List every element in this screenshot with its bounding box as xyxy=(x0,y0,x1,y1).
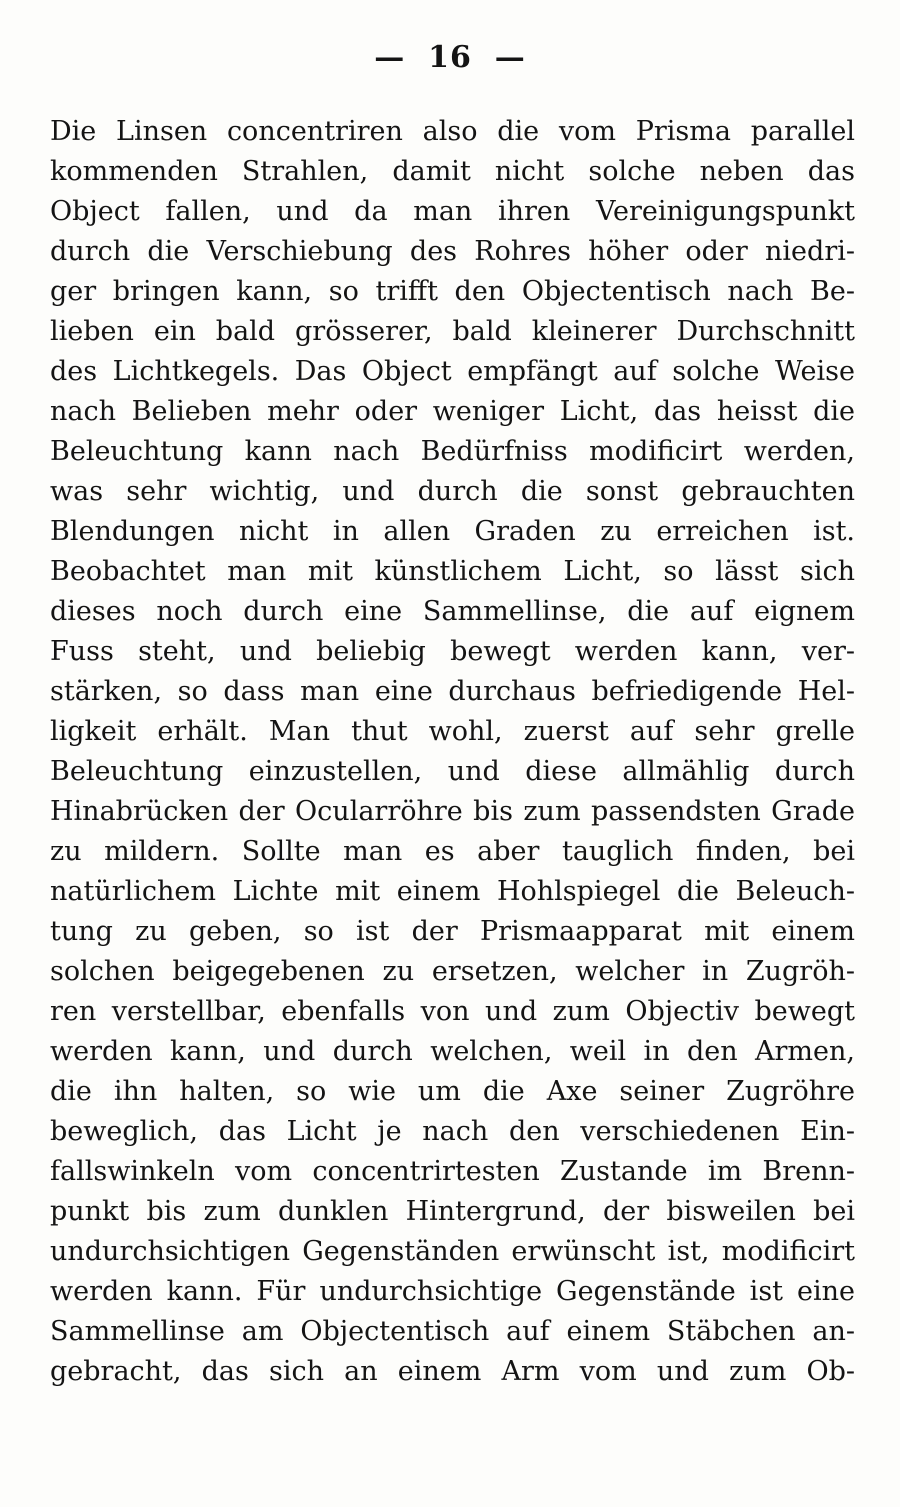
text-line: stärken, so dass man eine durchaus befriedigende Hel- xyxy=(50,676,855,707)
text-line: tung zu geben, so ist der Prismaapparat mit einem xyxy=(50,916,855,947)
text-line: Beleuchtung einzustellen, und diese allmählig durch xyxy=(50,756,855,787)
text-line: undurchsichtigen Gegenständen erwünscht ist, modificirt xyxy=(50,1236,855,1267)
text-line: Beleuchtung kann nach Bedürfniss modificirt werden, xyxy=(50,436,855,467)
text-line: Blendungen nicht in allen Graden zu erreichen ist. xyxy=(50,516,855,547)
text-line: gebracht, das sich an einem Arm vom und zum Ob- xyxy=(50,1356,855,1387)
text-line: ligkeit erhält. Man thut wohl, zuerst auf sehr grelle xyxy=(50,716,855,747)
text-line: ren verstellbar, ebenfalls von und zum Objectiv bewegt xyxy=(50,996,855,1027)
text-line: lieben ein bald grösserer, bald kleinerer Durchschnitt xyxy=(50,316,855,347)
text-line: was sehr wichtig, und durch die sonst gebrauchten xyxy=(50,476,855,507)
text-line: beweglich, das Licht je nach den verschiedenen Ein- xyxy=(50,1116,855,1147)
text-line: Object fallen, und da man ihren Vereinigungspunkt xyxy=(50,196,855,227)
text-line: fallswinkeln vom concentrirtesten Zustande im Brenn- xyxy=(50,1156,855,1187)
text-line: werden kann. Für undurchsichtige Gegenstände ist eine xyxy=(50,1276,855,1307)
body-text xyxy=(50,112,855,1392)
text-line: natürlichem Lichte mit einem Hohlspiegel die Beleuch- xyxy=(50,876,855,907)
text-line: durch die Verschiebung des Rohres höher oder niedri- xyxy=(50,236,855,267)
text-line: ger bringen kann, so trifft den Objectentisch nach Be- xyxy=(50,276,855,307)
page-number-header: — 16 — xyxy=(374,40,526,75)
text-line: kommenden Strahlen, damit nicht solche neben das xyxy=(50,156,855,187)
text-line: punkt bis zum dunklen Hintergrund, der bisweilen bei xyxy=(50,1196,855,1227)
text-line: werden kann, und durch welchen, weil in den Armen, xyxy=(50,1036,855,1067)
text-line: Hinabrücken der Ocularröhre bis zum passendsten Grade xyxy=(50,796,855,827)
text-line: zu mildern. Sollte man es aber tauglich finden, bei xyxy=(50,836,855,867)
text-line: Die Linsen concentriren also die vom Prisma parallel xyxy=(50,116,855,147)
text-line: die ihn halten, so wie um die Axe seiner Zugröhre xyxy=(50,1076,855,1107)
text-line: dieses noch durch eine Sammellinse, die auf eignem xyxy=(50,596,855,627)
text-line: des Lichtkegels. Das Object empfängt auf solche Weise xyxy=(50,356,855,387)
text-line: nach Belieben mehr oder weniger Licht, das heisst die xyxy=(50,396,855,427)
text-line: Beobachtet man mit künstlichem Licht, so lässt sich xyxy=(50,556,855,587)
text-line: solchen beigegebenen zu ersetzen, welcher in Zugröh- xyxy=(50,956,855,987)
text-line: Sammellinse am Objectentisch auf einem Stäbchen an- xyxy=(50,1316,855,1347)
text-line: Fuss steht, und beliebig bewegt werden kann, ver- xyxy=(50,636,855,667)
